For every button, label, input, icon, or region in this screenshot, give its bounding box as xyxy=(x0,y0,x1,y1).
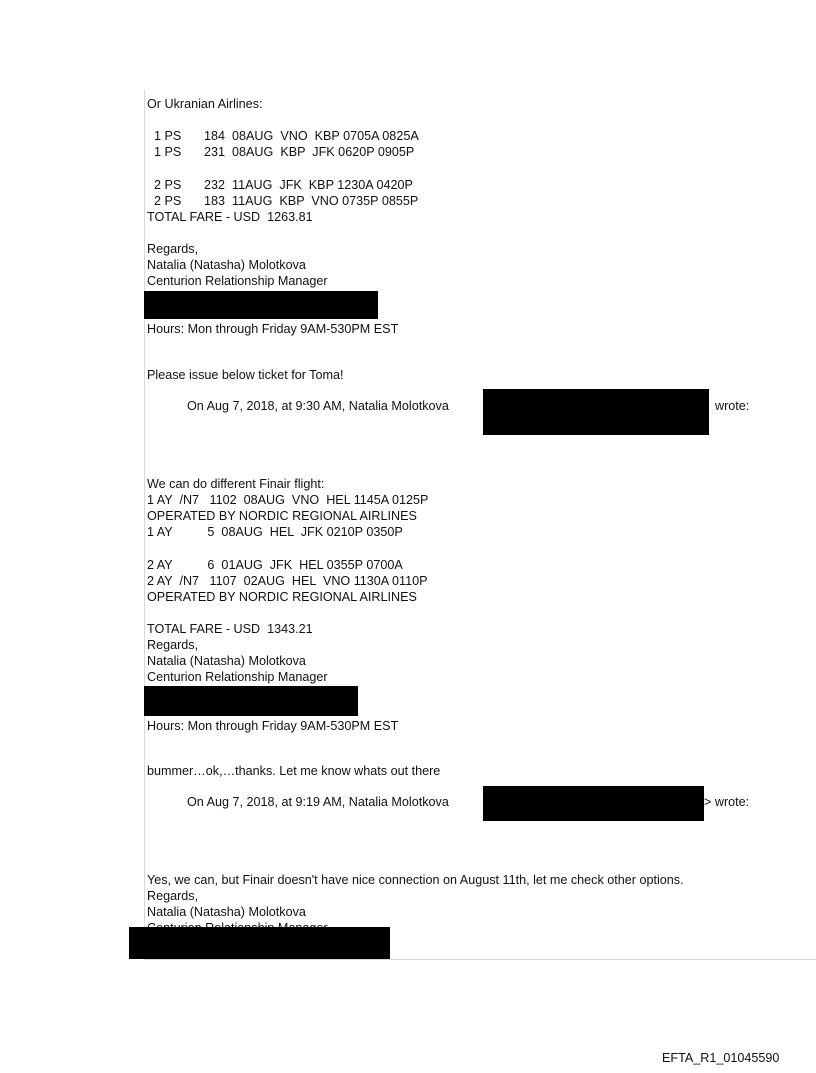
carrier-code: PS xyxy=(164,194,182,208)
flight-number: 183 xyxy=(204,194,226,208)
signature-regards: Regards, xyxy=(147,638,199,652)
operated-by: OPERATED BY NORDIC REGIONAL AIRLINES xyxy=(147,590,417,604)
segment-number: 1 xyxy=(154,129,162,143)
signature-title: Centurion Relationship Manager xyxy=(147,274,328,288)
flight-date: 11AUG xyxy=(232,194,273,208)
flight-route-times: KBP JFK 0620P 0905P xyxy=(280,145,415,159)
flight-number: 231 xyxy=(204,145,226,159)
flight-route-times: JFK KBP 1230A 0420P xyxy=(279,178,413,192)
office-hours: Hours: Mon through Friday 9AM-530PM EST xyxy=(147,719,399,733)
total-fare: TOTAL FARE - USD 1263.81 xyxy=(147,210,313,224)
message-body: Yes, we can, but Finair doesn't have nice connection on August 11th, let me check other options. xyxy=(147,873,684,887)
itinerary-row: 2 AY /N7 1107 02AUG HEL VNO 1130A 0110P xyxy=(147,574,428,588)
segment-number: 1 xyxy=(154,145,162,159)
flight-date: 11AUG xyxy=(232,178,273,192)
quote-left-border xyxy=(144,90,145,960)
signature-name: Natalia (Natasha) Molotkova xyxy=(147,654,306,668)
redaction-box xyxy=(144,291,378,319)
itinerary-row: 2 AY 6 01AUG JFK HEL 0355P 0700A xyxy=(147,558,403,572)
carrier-code: PS xyxy=(164,129,182,143)
reply-message: bummer…ok,…thanks. Let me know whats out there xyxy=(147,764,441,778)
quote-bottom-border xyxy=(144,959,816,960)
document-id: EFTA_R1_01045590 xyxy=(662,1051,780,1065)
segment-number: 2 xyxy=(154,178,162,192)
flight-date: 08AUG xyxy=(232,145,274,159)
ukranian-intro: Or Ukranian Airlines: xyxy=(147,97,263,111)
itinerary-row: 1 AY 5 08AUG HEL JFK 0210P 0350P xyxy=(147,525,403,539)
quote-wrote: > wrote: xyxy=(704,795,750,809)
flight-route-times: KBP VNO 0735P 0855P xyxy=(279,194,419,208)
operated-by: OPERATED BY NORDIC REGIONAL AIRLINES xyxy=(147,509,417,523)
flight-number: 184 xyxy=(204,129,226,143)
reply-message: Please issue below ticket for Toma! xyxy=(147,368,344,382)
total-fare: TOTAL FARE - USD 1343.21 xyxy=(147,622,313,636)
redaction-box xyxy=(483,786,704,821)
flight-route-times: VNO KBP 0705A 0825A xyxy=(280,129,419,143)
itinerary-row: 1 AY /N7 1102 08AUG VNO HEL 1145A 0125P xyxy=(147,493,429,507)
redaction-box xyxy=(129,927,390,959)
quote-header: On Aug 7, 2018, at 9:19 AM, Natalia Molotkova xyxy=(187,795,449,809)
signature-title: Centurion Relationship Manager xyxy=(147,670,328,684)
signature-name: Natalia (Natasha) Molotkova xyxy=(147,905,306,919)
flight-number: 232 xyxy=(204,178,226,192)
flight-date: 08AUG xyxy=(232,129,274,143)
redaction-box xyxy=(483,389,709,435)
segment-number: 2 xyxy=(154,194,162,208)
redaction-box xyxy=(144,686,358,716)
carrier-code: PS xyxy=(164,178,182,192)
finair-intro: We can do different Finair flight: xyxy=(147,477,325,491)
signature-name: Natalia (Natasha) Molotkova xyxy=(147,258,306,272)
carrier-code: PS xyxy=(164,145,182,159)
signature-regards: Regards, xyxy=(147,242,199,256)
quote-header: On Aug 7, 2018, at 9:30 AM, Natalia Molotkova xyxy=(187,399,449,413)
office-hours: Hours: Mon through Friday 9AM-530PM EST xyxy=(147,322,399,336)
quote-wrote: wrote: xyxy=(715,399,750,413)
signature-regards: Regards, xyxy=(147,889,199,903)
